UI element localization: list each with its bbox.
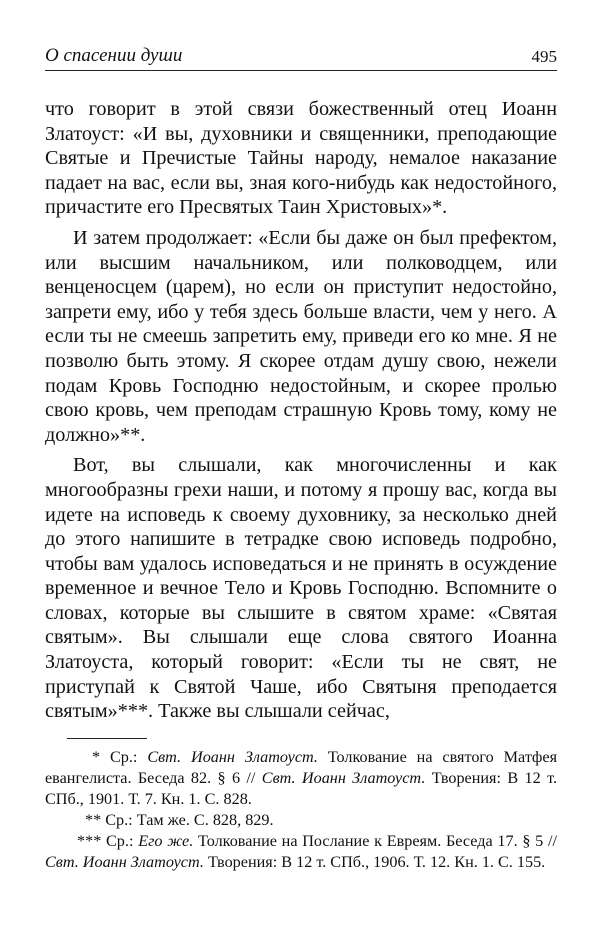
paragraph-1: что говорит в этой связи божественный отец Иоанн Златоуст: «И вы, духовники и священники, преподающие Святые и Пречистые Тайны народу, немалое наказание падает на вас, если вы, зная кого-нибудь как недостойного, причастите его Пресвятых Таин Христовых»*. — [45, 98, 557, 219]
running-head — [45, 44, 557, 71]
footnote-3-mark: *** Ср.: — [77, 831, 139, 850]
footnote-1-text: Толкование на святого Матфея евангелиста. Беседа 82. § 6 // — [45, 747, 558, 787]
footnote-1-text-2: Творения: В 12 т. СПб., 1901. Т. 7. Кн. 1. С. 828. — [45, 768, 557, 808]
footnote-3-author: Его же. — [138, 831, 194, 850]
footnote-2: ** Ср.: Там же. С. 828, 829. — [85, 810, 274, 829]
paragraph-3: Вот, вы слышали, как многочисленны и как многообразны грехи наши, и потому я прошу вас, когда вы идете на исповедь к своему духовнику, за несколько дней до этого напишите в тетрадке свою исповедь подробно, чтобы вам удалось исповедаться и не принять в осуждение временное и вечное Тело и Кровь Господню. Вспомните о словах, которые вы слышите в святом храме: «Святая святым». Вы слышали еще слова святого Иоанна Златоуста, который говорит: «Если ты не свят, не приступай к Святой Чаше, ибо Святыня преподается святым»***. Также вы слышали сейчас, — [45, 454, 557, 723]
footnote-1 — [45, 747, 557, 810]
footnote-3-author-2: Свт. Иоанн Златоуст. — [45, 852, 204, 871]
footnote-1-mark: * Ср.: — [92, 747, 148, 766]
footnote-1-author-2: Свт. Иоанн Златоуст. — [261, 768, 426, 787]
footnote-3-text-2: Творения: В 12 т. СПб., 1906. Т. 12. Кн. 1. С. 155. — [203, 852, 546, 871]
body-text — [45, 97, 557, 724]
footnote-separator — [67, 738, 147, 739]
paragraph-2: И затем продолжает: «Если бы даже он был префектом, или высшим начальником, или полководцем, или венценосцем (царем), но если он приступит недостойно, запрети ему, ибо у тебя здесь больше власти, чем у него. А если ты не смеешь запретить ему, приведи его ко мне. Я не позволю быть этому. Я скорее отдам душу свою, нежели подам Кровь Господню недостойным, и скорее пролью свою кровь, чем преподам страшную Кровь тому, кому не должно»**. — [45, 226, 557, 446]
footnote-3 — [45, 831, 557, 873]
book-page — [45, 44, 557, 873]
footnote-3-text: Толкование на Послание к Евреям. Беседа 17. § 5 // — [193, 831, 557, 850]
footnotes — [45, 747, 557, 873]
page-number: 495 — [531, 47, 557, 66]
footnote-1-author: Свт. Иоанн Златоуст. — [147, 747, 318, 766]
running-head-title: О спасении души — [45, 45, 183, 66]
